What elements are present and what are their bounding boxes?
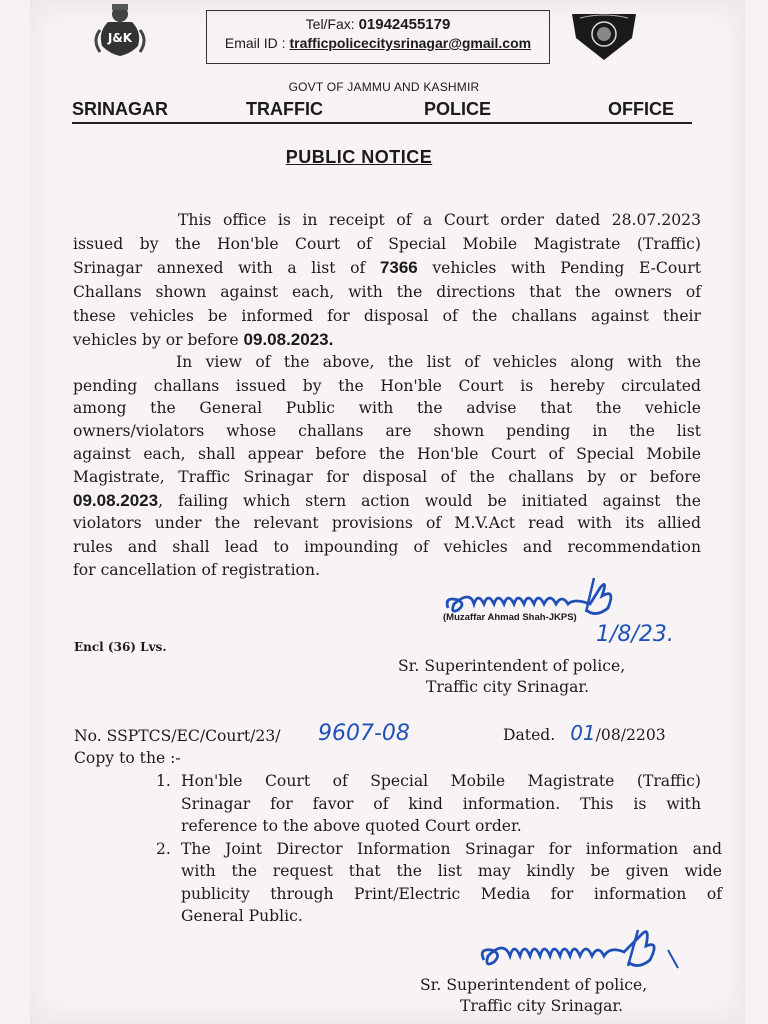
notice-line-text: , failing which stern action would be initiated against the: [158, 492, 701, 510]
notice-line-text: vehicles by or before: [73, 331, 244, 349]
notice-line-text: vehicles with Pending E-Court: [417, 259, 701, 277]
notice-line-text: rules and shall lead to impounding of vehicles and recommendation: [73, 538, 701, 556]
footer-designation-line-2: Traffic city Srinagar.: [460, 997, 624, 1015]
office-heading: [72, 98, 692, 124]
copy-item-number: 2.: [156, 839, 171, 858]
notice-line: [73, 399, 701, 417]
dated-rest: /08/2203: [595, 726, 666, 744]
notice-line-text: among the General Public with the advise that the vehicle: [73, 399, 701, 417]
police-badge-icon: [566, 8, 642, 62]
telfax-number: 01942455179: [358, 16, 451, 33]
copy-item-line: Hon'ble Court of Special Mobile Magistrate (Traffic): [181, 772, 701, 790]
notice-line: [73, 258, 701, 278]
copy-item-line: publicity through Print/Electric Media for information of: [181, 884, 722, 903]
notice-line: [73, 445, 701, 463]
notice-title: PUBLIC NOTICE: [285, 147, 433, 167]
telfax-label: Tel/Fax:: [305, 16, 355, 32]
notice-line-text: owners/violators whose challans are shown pending in the list: [73, 422, 701, 440]
notice-line-text: for cancellation of registration.: [73, 561, 320, 579]
notice-line-text: pending challans issued by the Hon'ble Court is hereby circulated: [73, 377, 701, 395]
footer-designation-line-1: Sr. Superintendent of police,: [420, 976, 648, 994]
copy-item-line: with the request that the list may kindly be given wide: [181, 862, 722, 880]
svg-text:J&K: J&K: [107, 31, 133, 45]
govt-heading: GOVT OF JAMMU AND KASHMIR: [288, 80, 480, 94]
notice-line: [73, 235, 701, 253]
office-word-2: TRAFFIC: [246, 99, 323, 119]
notice-line-emphasis: 09.08.2023.: [243, 330, 334, 349]
notice-line: [73, 283, 701, 301]
notice-line: [73, 330, 701, 350]
notice-line: [73, 538, 701, 556]
notice-line: [73, 491, 701, 511]
notice-line: [73, 422, 701, 440]
designation-line-1: Sr. Superintendent of police,: [398, 657, 626, 675]
notice-line-text: these vehicles be informed for disposal of the challans against their: [73, 307, 701, 325]
office-word-1: SRINAGAR: [72, 99, 169, 119]
signatory-name: (Muzaffar Ahmad Shah-JKPS): [443, 612, 577, 623]
dispatch-date: [503, 721, 666, 745]
notice-line-text: In view of the above, the list of vehicles along with the: [176, 353, 701, 371]
dated-label: Dated.: [503, 726, 556, 744]
notice-line: [73, 307, 701, 325]
copy-item-line: General Public.: [181, 907, 303, 925]
copy-item-line: Srinagar for favor of kind information. This is with: [181, 794, 701, 813]
notice-line: [178, 211, 701, 229]
notice-line: [73, 377, 701, 395]
signature-2: [474, 924, 694, 976]
notice-line: [176, 353, 701, 371]
notice-line-text: issued by the Hon'ble Court of Special Mobile Magistrate (Traffic): [73, 235, 701, 253]
copy-to-label: Copy to the :-: [74, 749, 181, 767]
notice-line-text: violators under the relevant provisions of M.V.Act read with its allied: [73, 514, 701, 532]
notice-line-text: against each, shall appear before the Hon'ble Court of Special Mobile: [73, 445, 701, 463]
email-link[interactable]: trafficpolicecitysrinagar@gmail.com: [289, 35, 532, 51]
email-label: Email ID :: [224, 35, 286, 51]
designation-line-2: Traffic city Srinagar.: [426, 678, 590, 696]
notice-line-emphasis: 7366: [379, 258, 418, 277]
notice-line-text: Magistrate, Traffic Srinagar for disposal of the challans by or before: [73, 468, 701, 486]
dispatch-number: [74, 727, 281, 745]
copy-item-line: reference to the above quoted Court order.: [181, 817, 522, 835]
notice-line-emphasis: 09.08.2023: [73, 491, 159, 510]
notice-line-text: Challans shown against each, with the directions that the owners of: [73, 283, 701, 301]
notice-line: [73, 514, 701, 532]
office-word-4: OFFICE: [608, 99, 674, 119]
contact-box: [206, 10, 550, 64]
copy-item-line: The Joint Director Information Srinagar for information and: [181, 839, 722, 858]
jk-emblem-icon: [88, 2, 152, 60]
dispatch-number-prefix: No. SSPTCS/EC/Court/23/: [74, 727, 281, 745]
dispatch-number-handwritten: 9607-08: [318, 721, 410, 746]
copy-item-number: 1.: [156, 772, 171, 790]
office-word-3: POLICE: [424, 99, 492, 119]
notice-line-text: This office is in receipt of a Court order dated 28.07.2023: [178, 211, 701, 229]
dated-day-handwritten: 01: [570, 721, 596, 745]
notice-line-text: Srinagar annexed with a list of: [73, 259, 380, 277]
handwritten-sign-date: 1/8/23.: [596, 622, 674, 647]
enclosure-note: Encl (36) Lvs.: [74, 640, 167, 654]
notice-line: [73, 468, 701, 486]
